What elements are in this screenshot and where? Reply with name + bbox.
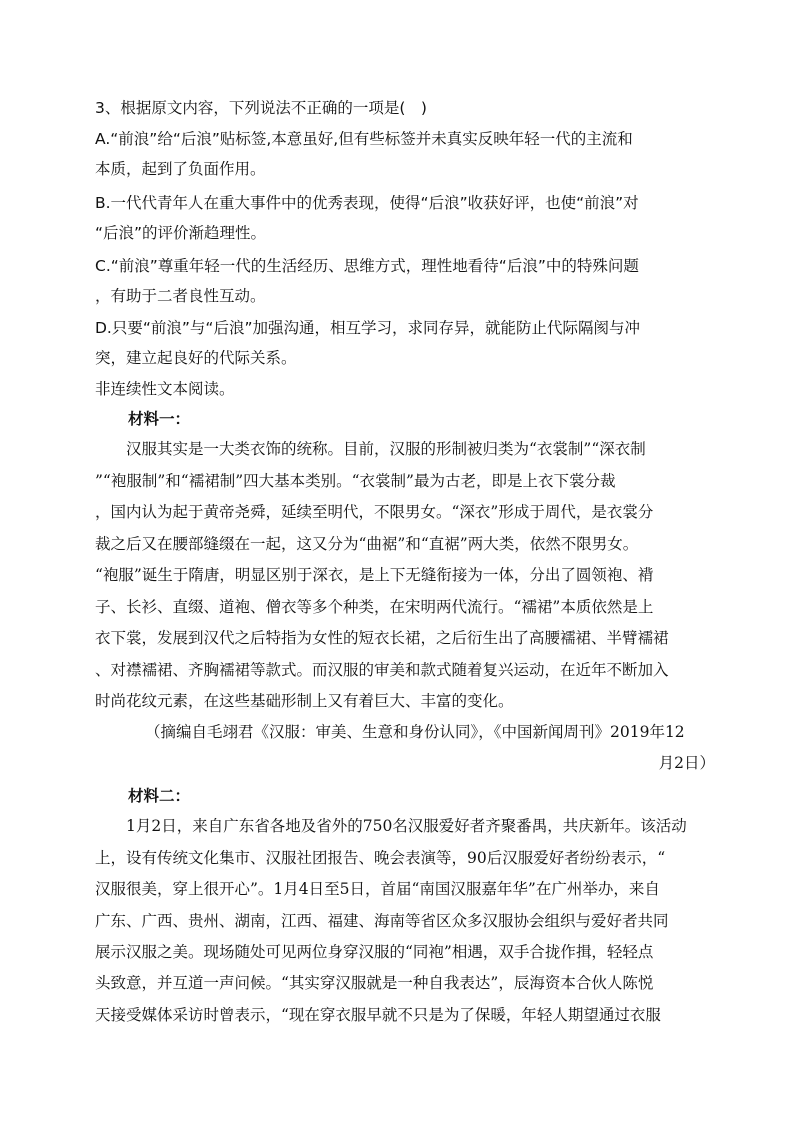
material-1-line: 子、长衫、直缀、道袍、僧衣等多个种类，在宋明两代流行。“襦裙”本质依然是上 (95, 598, 654, 616)
section-heading: 非连续性文本阅读。 (95, 380, 235, 398)
material-1-line: 裁之后又在腰部缝缀在一起，这又分为“曲裾”和“直裾”两大类，依然不限男女。 (95, 535, 639, 553)
material-2-heading: 材料二： (128, 786, 191, 805)
material-2-line: 展示汉服之美。现场随处可见两位身穿汉服的“同袍”相遇，双手合拢作揖，轻轻点 (95, 943, 654, 961)
option-a-line-2: 本质，起到了负面作用。 (95, 160, 266, 178)
option-d-line-1: D.只要“前浪”与“后浪”加强沟通，相互学习，求同存异，就能防止代际隔阂与冲 (95, 319, 640, 337)
material-1-line: ，国内认为起于黄帝尧舜，延续至明代，不限男女。“深衣”形成于周代，是衣裳分 (95, 503, 654, 521)
material-2-line: 广东、广西、贵州、湖南，江西、福建、海南等省区众多汉服协会组织与爱好者共同 (95, 912, 669, 930)
option-c-line-2: ，有助于二者良性互动。 (95, 287, 266, 305)
material-1-line: 、对襟襦裙、齐胸襦裙等款式。而汉服的审美和款式随着复兴运动，在近年不断加入 (95, 661, 669, 679)
material-2-line: 汉服很美，穿上很开心”。1月4日至5日，首届“南国汉服嘉年华”在广州举办，来自 (95, 880, 660, 898)
option-b-line-2: “后浪”的评价渐趋理性。 (95, 224, 267, 242)
option-a-line-1: A.“前浪”给“后浪”贴标签,本意虽好,但有些标签并未真实反映年轻一代的主流和 (95, 130, 633, 148)
material-1-line: ”“袍服制”和“襦裙制”四大基本类别。“衣裳制”最为古老，即是上衣下裳分裁 (95, 472, 616, 490)
material-1-line: 衣下裳，发展到汉代之后特指为女性的短衣长裙，之后衍生出了高腰襦裙、半臂襦裙 (95, 629, 669, 647)
material-2-line: 天接受媒体采访时曾表示，“现在穿衣服早就不只是为了保暖，年轻人期望通过衣服 (95, 1006, 661, 1024)
option-d-line-2: 突，建立起良好的代际关系。 (95, 349, 297, 367)
material-1-line: 时尚花纹元素，在这些基础形制上又有着巨大、丰富的变化。 (95, 692, 514, 710)
material-1-line: 汉服其实是一大类衣饰的统称。目前，汉服的形制被归类为“衣裳制”“深衣制 (95, 440, 646, 458)
option-b-line-1: B.一代代青年人在重大事件中的优秀表现，使得“后浪”收获好评，也使“前浪”对 (95, 194, 639, 212)
material-2-line: 头致意，并互道一声问候。“其实穿汉服就是一种自我表达”，辰海资本合伙人陈悦 (95, 974, 654, 992)
material-1-heading: 材料一： (128, 409, 191, 428)
material-1-line: “袍服”诞生于隋唐，明显区别于深衣，是上下无缝衔接为一体，分出了圆领袍、褙 (95, 566, 654, 584)
option-c-line-1: C.“前浪”尊重年轻一代的生活经历、思维方式，理性地看待“后浪”中的特殊问题 (95, 257, 639, 275)
material-2-line: 上，设有传统文化集市、汉服社团报告、晚会表演等，90后汉服爱好者纷纷表示，“ (95, 849, 666, 867)
question-stem: 3、根据原文内容，下列说法不正确的一项是( ) (95, 99, 427, 117)
material-2-line: 1月2日，来自广东省各地及省外的750名汉服爱好者齐聚番禺，共庆新年。该活动 (95, 817, 687, 835)
material-1-source: （摘编自毛翊君《汉服：审美、生意和身份认同》，《中国新闻周刊》2019年12 (145, 723, 685, 741)
material-1-source-end: 月2日） (658, 754, 715, 772)
